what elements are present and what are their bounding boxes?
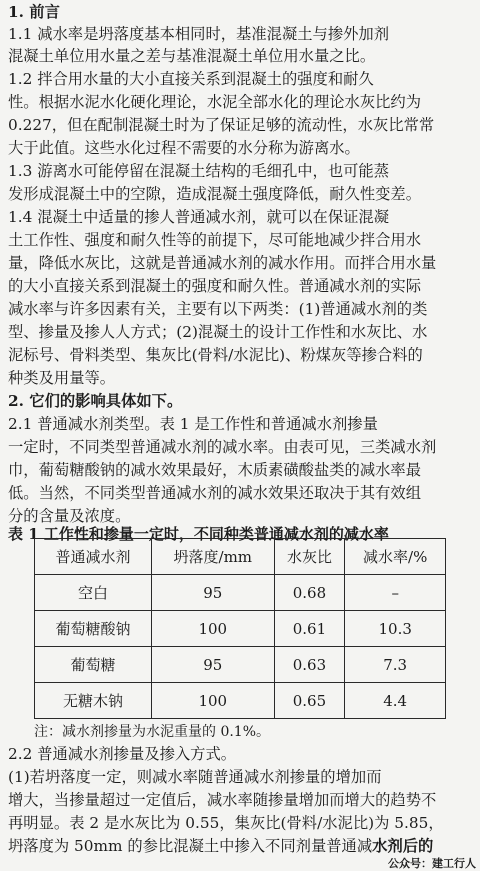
paragraph-line: 1.3 游离水可能停留在混凝土结构的毛细孔中，也可能蒸 <box>8 162 390 180</box>
paragraph-line: 大于此值。这些水化过程不需要的水分称为游离水。 <box>8 139 360 157</box>
table-cell: 0.65 <box>274 683 345 719</box>
paragraph-line: 0.227，但在配制混凝土时为了保证足够的流动性，水灰比常常 <box>8 116 435 134</box>
paragraph-line: 型、掺量及掺人人方式；(2)混凝土的设计工作性和水灰比、水 <box>8 323 428 341</box>
paragraph-line: 混凝土单位用水量之差与基准混凝土单位用水量之比。 <box>8 47 376 65</box>
paragraph-line: 1.4 混凝土中适量的掺人普通减水剂，就可以在保证混凝 <box>8 208 390 226</box>
table-cell: 95 <box>152 575 274 611</box>
section-heading-2: 2. 它们的影响具体如下。 <box>8 392 183 410</box>
last-line-text: 坍落度为 50mm 的参比混凝土中掺入不同剂量普通减 <box>8 837 373 855</box>
paragraph-line: 土工作性、强度和耐久性等的前提下，尽可能地减少拌合用水 <box>8 231 422 249</box>
table-row <box>35 647 446 683</box>
last-line-bold: 水剂后的 <box>372 837 434 855</box>
table-cell: 95 <box>152 647 274 683</box>
table-cell: 葡萄糖 <box>35 647 152 683</box>
table-cell: 0.63 <box>274 647 345 683</box>
table-row <box>35 611 446 647</box>
table-header-cell: 普通减水剂 <box>35 539 152 575</box>
paragraph-line: 减水率与许多因素有关，主要有以下两类：(1)普通减水剂的类 <box>8 300 428 318</box>
table-header-cell: 坍落度/mm <box>152 539 274 575</box>
paragraph-line: 分的含量及浓度。 <box>8 507 131 525</box>
table-cell: 空白 <box>35 575 152 611</box>
paragraph-line: 增大，当掺量超过一定值后，减水率随掺量增加而增大的趋势不 <box>8 791 437 809</box>
paragraph-line <box>8 836 433 856</box>
table-header-cell: 减水率/% <box>345 539 446 575</box>
paragraph-line: 低。当然，不同类型普通减水剂的减水效果还取决于其有效组 <box>8 484 422 502</box>
table-cell: 100 <box>152 611 274 647</box>
paragraph-line: 2.2 普通减水剂掺量及掺入方式。 <box>8 745 237 763</box>
table-cell: 100 <box>152 683 274 719</box>
table-cell: 无糖木钠 <box>35 683 152 719</box>
paragraph-line: 再明显。表 2 是水灰比为 0.55，集灰比(骨料/水泥比)为 5.85， <box>8 814 444 832</box>
paragraph-line: 一定时，不同类型普通减水剂的减水率。由表可见，三类减水剂 <box>8 438 437 456</box>
paragraph-line: 性。根据水泥水化硬化理论，水泥全部水化的理论水灰比约为 <box>8 93 422 111</box>
paragraph-line: 2.1 普通减水剂类型。表 1 是工作性和普通减水剂掺量 <box>8 415 378 433</box>
paragraph-line: 的大小直接关系到混凝土的强度和耐久性。普通减水剂的实际 <box>8 277 422 295</box>
paragraph-line: 泥标号、骨料类型、集灰比(骨料/水泥比)、粉煤灰等掺合料的 <box>8 346 423 364</box>
table-cell: 0.61 <box>274 611 345 647</box>
wechat-account-footer: 公众号：建工行人 <box>388 857 476 870</box>
paragraph-line: 巾，葡萄糖酸钠的减水效果最好，木质素磺酸盐类的减水率最 <box>8 461 422 479</box>
section-heading-1: 1. 前言 <box>8 3 60 21</box>
paragraph-line: 种类及用量等。 <box>8 369 116 387</box>
table-header-cell: 水灰比 <box>274 539 345 575</box>
table-caption: 表 1 工作性和掺量一定时，不同种类普通减水剂的减水率 <box>8 525 389 543</box>
table-cell: 4.4 <box>345 683 446 719</box>
table-row <box>35 683 446 719</box>
table-cell: 0.68 <box>274 575 345 611</box>
paragraph-line: 发形成混凝土中的空隙，造成混凝土强度降低，耐久性变差。 <box>8 185 422 203</box>
table-cell: 7.3 <box>345 647 446 683</box>
paragraph-line: 1.1 减水率是坍落度基本相同时，基准混凝土与掺外加剂 <box>8 25 390 43</box>
paragraph-line: (1)若坍落度一定，则减水率随普通减水剂掺量的增加而 <box>8 768 382 786</box>
table-cell: 葡萄糖酸钠 <box>35 611 152 647</box>
table-cell: 10.3 <box>345 611 446 647</box>
paragraph-line: 量，降低水灰比，这就是普通减水剂的减水作用。而拌合用水量 <box>8 254 437 272</box>
table-header-row <box>35 539 446 575</box>
data-table <box>34 538 446 719</box>
table-cell: – <box>345 575 446 611</box>
table-row <box>35 575 446 611</box>
table-note: 注：减水剂掺量为水泥重量的 0.1%。 <box>34 724 271 740</box>
paragraph-line: 1.2 拌合用水量的大小直接关系到混凝土的强度和耐久 <box>8 70 374 88</box>
